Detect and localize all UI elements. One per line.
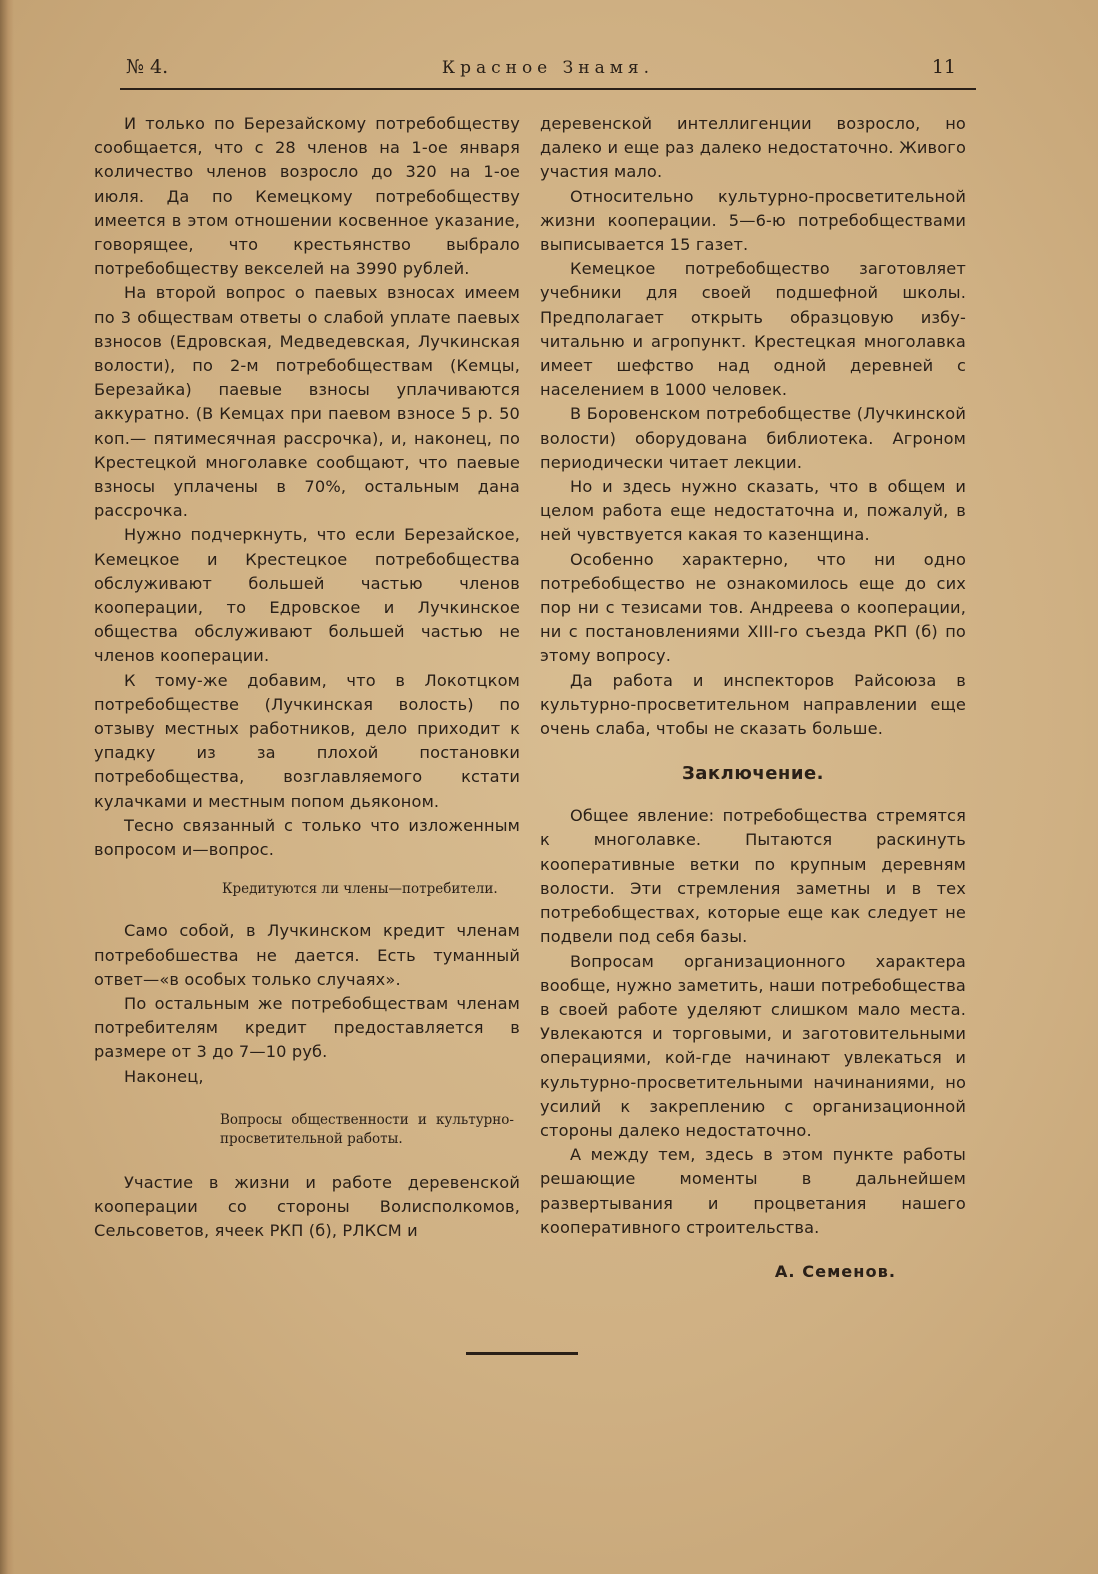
page-header: [120, 54, 976, 90]
author-signature: А. Семенов.: [774, 1261, 896, 1281]
paragraph: Вопросам организационного характера вообще, нужно заметить, наши потребобщества в своей работе уделяют слишком мало места. Увлекаются и торговыми, и заготовительными операциями, кой-где начинают увлекаться и культурно-просветительными начинаниями, но усилий к закреплению с организационной стороны далеко недостаточно.: [540, 951, 966, 1140]
paragraph: А между тем, здесь в этом пункте работы решающие моменты в дальнейшем развертывания и процветания нашего кооперативного строительства.: [540, 1145, 966, 1237]
paragraph: И только по Березайскому потребобществу сообщается, что с 28 членов на 1-ое января количество членов возросло до 320 на 1-ое июля. Да по Кемецкому потребобществу имеется в этом отношении косвенное указание, говорящее, что крестьянство выбрало потребобществу векселей на 3990 рублей.: [94, 114, 520, 279]
paragraph: Тесно связанный с только что изложенным вопросом и—вопрос.: [94, 815, 520, 860]
paragraph: Особенно характерно, что ни одно потребобщество не ознакомилось еще до сих пор ни с тезисами тов. Андреева о кооперации, ни с постановлениями XIII-го съезда РКП (б) по этому вопросу.: [540, 549, 966, 666]
page-edge-shadow: [0, 0, 14, 1574]
paragraph: По остальным же потребобществам членам потребителям кредит предоставляется в размере от 3 до 7—10 руб.: [94, 993, 520, 1062]
paragraph: деревенской интеллигенции возросло, но далеко и еще раз далеко недостаточно. Живого участия мало.: [540, 114, 966, 182]
newspaper-title: Красное Знамя.: [441, 58, 655, 78]
paragraph: Относительно культурно-просветительной жизни кооперации. 5—6-ю потребобществами выписывается 15 газет.: [540, 186, 966, 255]
paragraph: Нужно подчеркнуть, что если Березайское, Кемецкое и Крестецкое потребобщества обслуживают большей частью членов кооперации, то Едровское и Лучкинское общества обслуживают большей частью не членов кооперации.: [94, 525, 520, 666]
end-rule: [466, 1352, 578, 1355]
left-column: [94, 112, 520, 1243]
paragraph: Кемецкое потребобщество заготовляет учебники для своей подшефной школы. Предполагает открыть образцовую избу-читальню и агропункт. Крестецкая многолавка имеет шефство над одной деревней с населением в 1000 человек.: [540, 259, 966, 400]
page-number: 11: [931, 56, 956, 78]
paragraph: Общее явление: потребобщества стремятся к многолавке. Пытаются раскинуть кооперативные ветки по крупным деревням волости. Эти стремления заметны и в тех потребобществах, которые еще как следует не подвели под себя базы.: [540, 806, 966, 947]
issue-number: № 4.: [126, 56, 169, 78]
paragraph: Да работа и инспекторов Райсоюза в культурно-просветительном направлении еще очень слаба, чтобы не сказать больше.: [540, 670, 966, 739]
paragraph: Наконец,: [124, 1066, 204, 1086]
paragraph: Участие в жизни и работе деревенской кооперации со стороны Волисполкомов, Сельсоветов, ячеек РКП (б), РЛКСМ и: [94, 1172, 520, 1241]
paragraph: К тому-же добавим, что в Локотцком потребобществе (Лучкинская волость) по отзыву местных работников, дело приходит к упадку из за плохой постановки потребобщества, возглавляемого кстати кулачками и местным попом дьяконом.: [94, 670, 520, 811]
subheading-credit: Кредитуются ли члены—потребители.: [222, 881, 498, 898]
section-title: Заключение.: [682, 763, 824, 785]
paragraph: Само собой, в Лучкинском кредит членам потребобшества не дается. Есть туманный ответ—«в особых только случаях».: [94, 921, 520, 989]
paragraph: В Боровенском потребобществе (Лучкинской волости) оборудована библиотека. Агроном периодически читает лекции.: [540, 404, 966, 472]
paragraph: Но и здесь нужно сказать, что в общем и целом работа еще недостаточна и, пожалуй, в ней чувствуется какая то казенщина.: [540, 477, 966, 545]
right-column: [540, 112, 966, 1284]
subheading-culture: Вопросы общественности и культурно-просветительной работы.: [220, 1111, 514, 1147]
paragraph: На второй вопрос о паевых взносах имеем по 3 обществам ответы о слабой уплате паевых взносов (Едровская, Медведевская, Лучкинская волости), по 2-м потребобществам (Кемцы, Березайка) паевые взносы уплачиваются аккуратно. (В Кемцах при паевом взносе 5 р. 50 коп.— пятимесячная рассрочка), и, наконец, по Крестецкой многолавке сообщают, что паевые взносы уплачены в 70%, остальным дана рассрочка.: [94, 283, 520, 521]
